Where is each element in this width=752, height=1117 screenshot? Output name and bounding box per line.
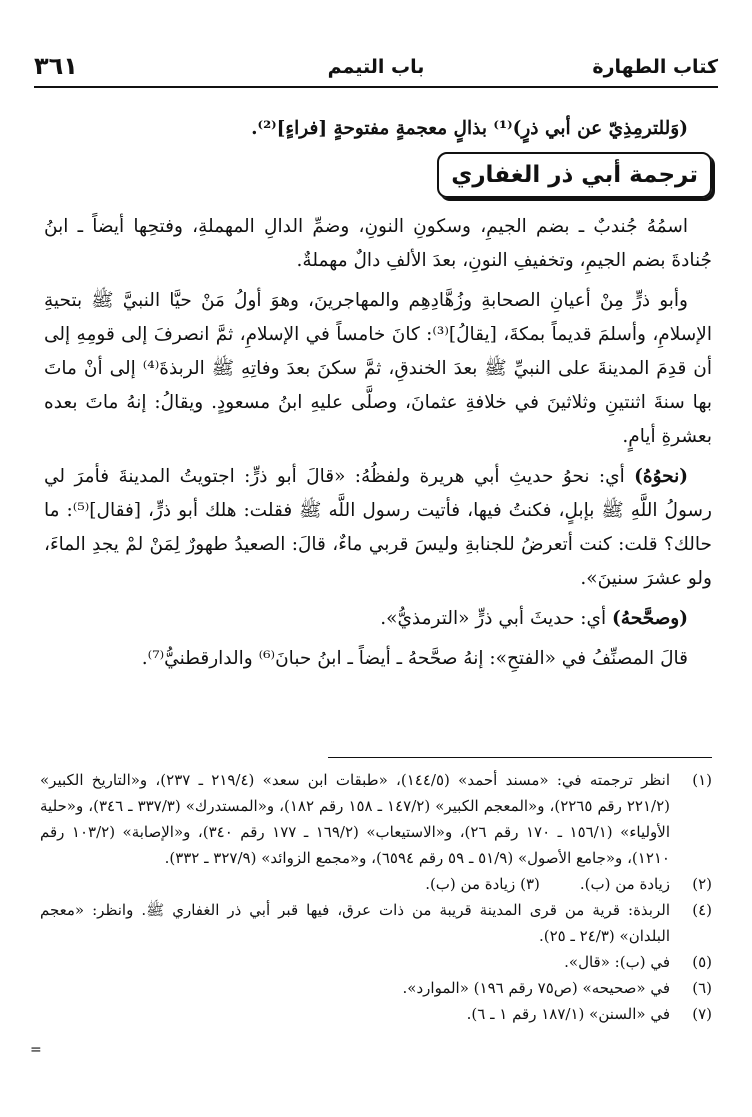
- margin-mark: =: [30, 1042, 42, 1058]
- footnote-3-number: (٣): [520, 875, 540, 893]
- footnote-text: في (ب): «قال».: [564, 953, 670, 971]
- footnote-1: [40, 767, 712, 871]
- paragraph-fath: قالَ المصنِّفُ في «الفتحِ»: إنهُ صحَّحهُ ـ أيضاً ـ ابنُ حبانَ⁽⁶⁾ والدارقطنيُّ⁽⁷⁾.: [141, 648, 688, 669]
- header-rule: [34, 86, 718, 88]
- label-nahwuhu: (نحوُهُ): [634, 466, 688, 487]
- paragraph-name: اسمُهُ جُندبٌ ـ بضم الجيمِ، وسكونِ النونِ، وضمِّ الدالِ المهملةِ، وفتحِها أيضاً ـ ابنُ جُنادةَ بضم الجيمِ، وتخفيفِ النونِ، بعدَ الألفِ دالٌ مهملةٌ.: [44, 216, 712, 271]
- text-nahwuhu: أي: نحوُ حديثِ أبي هريرة ولفظُهُ: «قالَ أبو ذرٍّ: اجتويتُ المدينةَ فأمرَ لي رسولُ اللَّهِ ﷺ بإبلٍ، فكنتُ فيها، فأتيت رسول اللَّه ﷺ فقلت: هلك أبو ذرٍّ، [فقال]⁽⁵⁾: ما حالك؟ قلت: كنت أتعرضُ للجنابةِ وليسَ قربي ماءٌ، قالَ: الصعيدُ طهورٌ لِمَنْ لمْ يجدِ الماءَ، ولو عشرَ سنينَ».: [44, 466, 712, 589]
- section-title-wrap: [44, 152, 712, 200]
- footnote-6: [40, 975, 712, 1001]
- footnote-text: [40, 871, 670, 897]
- footnote-7: [40, 1001, 712, 1027]
- footnote-5: [40, 949, 712, 975]
- footnote-number: (٢): [692, 875, 712, 893]
- paragraph-nahwuhu: [44, 460, 712, 596]
- paragraph-biography: وأبو ذرٍّ مِنْ أعيانِ الصحابةِ وزُهَّادِهِم والمهاجرينَ، وهوَ أولُ مَنْ حيَّا النبيَّ ﷺ بتحيةِ الإسلامِ، وأسلمَ قديماً بمكةَ، [يقالُ]⁽³⁾: كانَ خامساً في الإسلامِ، ثمَّ انصرفَ إلى قومِهِ إلى أن قدِمَ المدينةَ على النبيِّ ﷺ بعدَ الخندقِ، ثمَّ سكنَ بعدَ وفاتِهِ ﷺ الربذةَ⁽⁴⁾ إلى أنْ ماتَ بها سنةَ اثنتينِ وثلاثينَ في خلافةِ عثمانَ، وصلَّى عليهِ ابنُ مسعودٍ. ويقالُ: إنهُ ماتَ بعده بعشرةِ أيامٍ.: [44, 290, 712, 447]
- page-header: [34, 52, 718, 82]
- label-sahhahahu: (وصحَّحهُ): [612, 608, 688, 629]
- footnote-2-text: زيادة من (ب).: [579, 875, 670, 893]
- footnote-number: (١): [692, 771, 712, 789]
- footnote-3-text: زيادة من (ب).: [425, 875, 516, 893]
- footnote-text: في «صحيحه» (ص٧٥ رقم ١٩٦) «الموارد».: [402, 979, 670, 997]
- page-number: ٣٦١: [34, 52, 78, 80]
- footnote-2: [40, 871, 712, 897]
- footnote-text: في «السنن» (١٨٧/١ رقم ١ ـ ٦).: [466, 1005, 670, 1023]
- footnote-number: (٧): [692, 1005, 712, 1023]
- paragraph-sahhahahu: [44, 602, 712, 636]
- footnote-number: (٥): [692, 953, 712, 971]
- section-title: ترجمة أبي ذر الغفاري: [437, 152, 712, 198]
- main-text: [44, 112, 712, 682]
- book-title: كتاب الطهارة: [592, 56, 718, 78]
- text-sahhahahu: أي: حديثَ أبي ذرٍّ «الترمذيُّ».: [380, 608, 613, 629]
- footnote-number: (٤): [692, 901, 712, 919]
- footnote-4: [40, 897, 712, 949]
- footnote-number: (٦): [692, 979, 712, 997]
- chapter-title: باب التيمم: [327, 56, 425, 78]
- footnote-text: الربذة: قرية من قرى المدينة قريبة من ذات عرق، فيها قبر أبي ذر الغفاري ﷺ. وانظر: «معجم البلدان» (٢٤/٣ ـ ٢٥).: [40, 901, 670, 945]
- footnotes: [40, 767, 712, 1027]
- footnote-text: انظر ترجمته في: «مسند أحمد» (١٤٤/٥)، «طبقات ابن سعد» (٢١٩/٤ ـ ٢٣٧)، و«التاريخ الكبير» (٢٢١/٢ رقم ٢٢٦٥)، و«المعجم الكبير» (١٤٧/٢ ـ ١٥٨ رقم ١٨٢)، و«المستدرك» (٣٣٧/٣ ـ ٣٤٦)، و«حلية الأولياء» (١٥٦/١ ـ ١٧٠ رقم ٢٦)، و«الاستيعاب» (١٦٩/٢ ـ ١٧٧ رقم ٣٤٠)، و«الإصابة» (١٠٣/٢ رقم ١٢١٠)، و«جامع الأصول» (٥١/٩ ـ ٥٩ رقم ٦٥٩٤)، و«مجمع الزوائد» (٣٢٧/٩ ـ ٣٣٢).: [40, 771, 671, 867]
- paragraph-tirmidhi: (وَللترمِذِيّ عن أبي ذرٍ)⁽¹⁾ بذالٍ معجمةٍ مفتوحةٍ [فراءٍ]⁽²⁾.: [251, 118, 688, 139]
- footnote-rule: [328, 757, 712, 758]
